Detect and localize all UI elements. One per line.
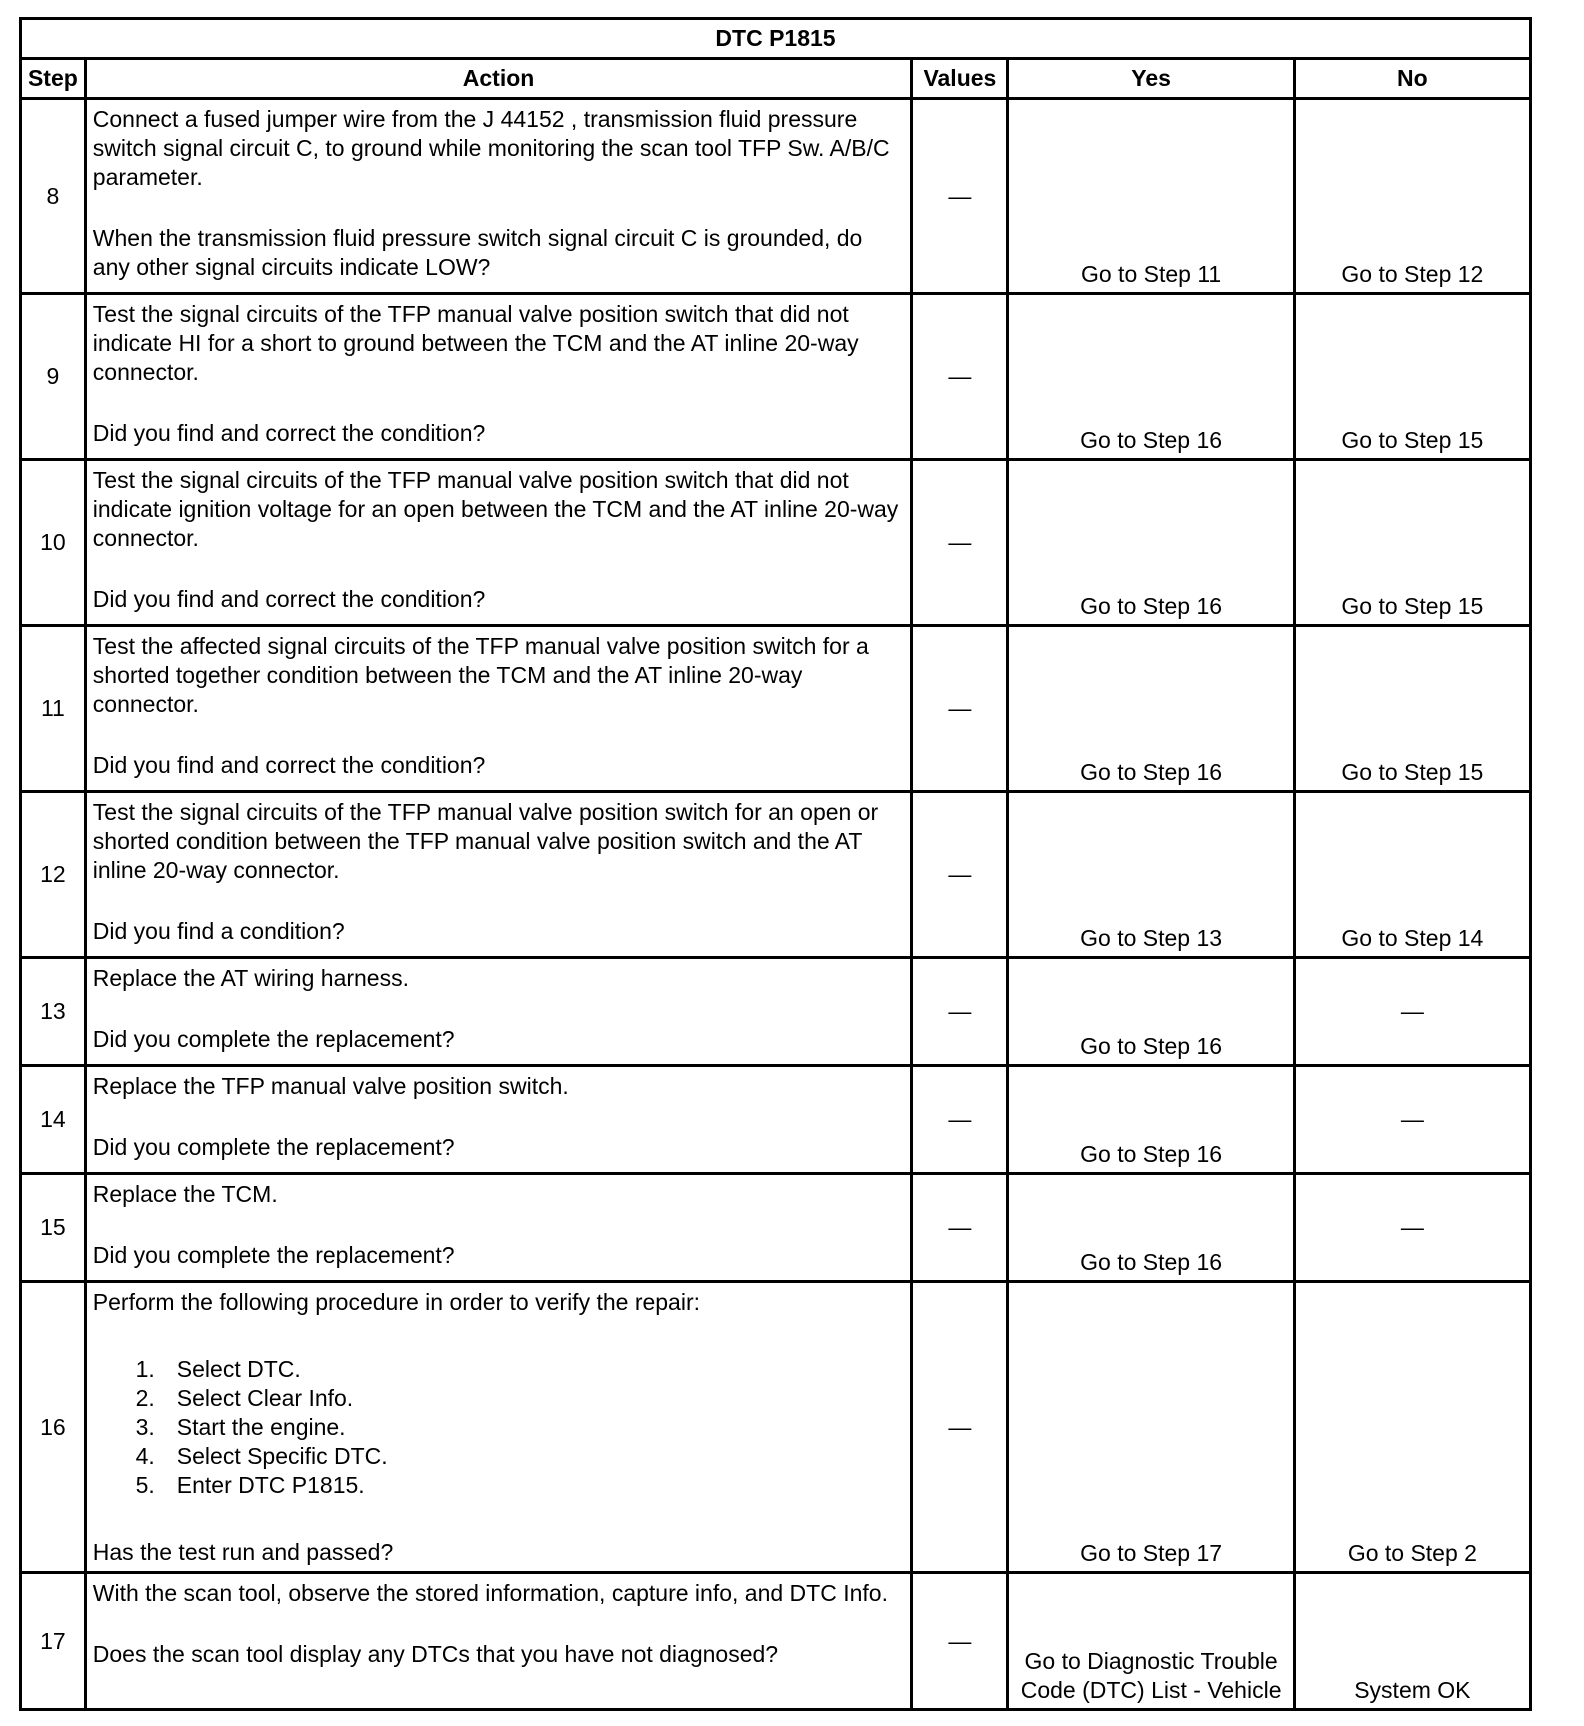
value-cell: — (912, 1573, 1008, 1710)
value-cell: — (912, 1066, 1008, 1174)
procedure-item: 1. Select DTC. (135, 1356, 301, 1382)
header-step: Step (21, 59, 86, 99)
action-text: Test the signal circuits of the TFP manual valve position switch that did not indicate ignition voltage for an open between the TCM and the AT inline 20-way connector. (92, 467, 899, 551)
step-number: 11 (21, 626, 86, 792)
value-cell: — (912, 792, 1008, 958)
action-question: When the transmission fluid pressure switch signal circuit C is grounded, do any other signal circuits indicate LOW? (92, 225, 863, 280)
no-cell: Go to Step 14 (1294, 792, 1530, 958)
table-row (21, 958, 1531, 1066)
action-text: Perform the following procedure in order to verify the repair: (92, 1289, 701, 1315)
action-text: Test the affected signal circuits of the TFP manual valve position switch for a shorted together condition between the TCM and the AT inline 20-way connector. (92, 633, 869, 717)
no-cell: Go to Step 15 (1294, 626, 1530, 792)
procedure-list (93, 1355, 905, 1500)
step-number: 8 (21, 99, 86, 294)
no-cell: System OK (1294, 1573, 1530, 1710)
action-cell (85, 1066, 912, 1174)
yes-cell: Go to Step 11 (1008, 99, 1294, 294)
no-cell: Go to Step 12 (1294, 99, 1530, 294)
action-text: Replace the TFP manual valve position switch. (92, 1073, 569, 1099)
table-row (21, 1066, 1531, 1174)
action-question: Did you complete the replacement? (92, 1134, 455, 1160)
action-cell (85, 626, 912, 792)
header-row (21, 59, 1531, 99)
action-question: Did you find and correct the condition? (92, 586, 486, 612)
action-text: Connect a fused jumper wire from the J 44152 , transmission fluid pressure switch signal circuit C, to ground while monitoring the scan tool TFP Sw. A/B/C parameter. (92, 106, 890, 190)
value-cell: — (912, 460, 1008, 626)
step-number: 13 (21, 958, 86, 1066)
value-cell: — (912, 1282, 1008, 1573)
header-action: Action (85, 59, 912, 99)
action-cell (85, 460, 912, 626)
action-cell (85, 99, 912, 294)
no-cell: — (1294, 1066, 1530, 1174)
yes-cell: Go to Step 16 (1008, 460, 1294, 626)
value-cell: — (912, 99, 1008, 294)
action-question: Did you complete the replacement? (92, 1242, 455, 1268)
table-row (21, 1573, 1531, 1710)
table-row (21, 294, 1531, 460)
table-row (21, 1282, 1531, 1573)
step-number: 12 (21, 792, 86, 958)
step-number: 9 (21, 294, 86, 460)
action-cell (85, 1573, 912, 1710)
action-question: Has the test run and passed? (92, 1539, 394, 1565)
value-cell: — (912, 1174, 1008, 1282)
table-row (21, 460, 1531, 626)
no-cell: — (1294, 1174, 1530, 1282)
step-number: 17 (21, 1573, 86, 1710)
action-text: Test the signal circuits of the TFP manual valve position switch that did not indicate HI for a short to ground between the TCM and the AT inline 20-way connector. (92, 301, 859, 385)
value-cell: — (912, 958, 1008, 1066)
step-number: 14 (21, 1066, 86, 1174)
step-number: 15 (21, 1174, 86, 1282)
no-cell: — (1294, 958, 1530, 1066)
table-row (21, 99, 1531, 294)
value-cell: — (912, 626, 1008, 792)
yes-cell: Go to Step 16 (1008, 1174, 1294, 1282)
step-number: 10 (21, 460, 86, 626)
yes-cell: Go to Step 16 (1008, 626, 1294, 792)
procedure-item: 3. Start the engine. (135, 1414, 346, 1440)
action-cell (85, 1174, 912, 1282)
procedure-item: 4. Select Specific DTC. (135, 1443, 388, 1469)
header-no: No (1294, 59, 1530, 99)
table-title: DTC P1815 (21, 19, 1531, 59)
header-values: Values (912, 59, 1008, 99)
yes-cell: Go to Step 16 (1008, 294, 1294, 460)
yes-cell: Go to Step 16 (1008, 1066, 1294, 1174)
action-cell (85, 1282, 912, 1573)
procedure-item: 5. Enter DTC P1815. (135, 1472, 365, 1498)
table-row (21, 792, 1531, 958)
dtc-table (19, 17, 1532, 1711)
action-question: Did you find and correct the condition? (92, 420, 486, 446)
action-cell (85, 958, 912, 1066)
table-row (21, 1174, 1531, 1282)
procedure-item: 2. Select Clear Info. (135, 1385, 354, 1411)
action-question: Did you find and correct the condition? (92, 752, 486, 778)
action-text: Test the signal circuits of the TFP manual valve position switch for an open or shorted condition between the TFP manual valve position switch and the AT inline 20-way connector. (92, 799, 879, 883)
no-cell: Go to Step 2 (1294, 1282, 1530, 1573)
no-cell: Go to Step 15 (1294, 294, 1530, 460)
action-text: Replace the AT wiring harness. (92, 965, 409, 991)
value-cell: — (912, 294, 1008, 460)
action-question: Does the scan tool display any DTCs that you have not diagnosed? (92, 1641, 779, 1667)
table-row (21, 626, 1531, 792)
step-number: 16 (21, 1282, 86, 1573)
yes-cell: Go to Step 13 (1008, 792, 1294, 958)
action-cell (85, 294, 912, 460)
yes-cell: Go to Step 17 (1008, 1282, 1294, 1573)
action-question: Did you complete the replacement? (92, 1026, 455, 1052)
action-text: With the scan tool, observe the stored information, capture info, and DTC Info. (92, 1580, 888, 1606)
no-cell: Go to Step 15 (1294, 460, 1530, 626)
yes-cell: Go to Diagnostic Trouble Code (DTC) List - Vehicle (1008, 1573, 1294, 1710)
header-yes: Yes (1008, 59, 1294, 99)
action-question: Did you find a condition? (92, 918, 345, 944)
title-row (21, 19, 1531, 59)
action-text: Replace the TCM. (92, 1181, 278, 1207)
action-cell (85, 792, 912, 958)
yes-cell: Go to Step 16 (1008, 958, 1294, 1066)
